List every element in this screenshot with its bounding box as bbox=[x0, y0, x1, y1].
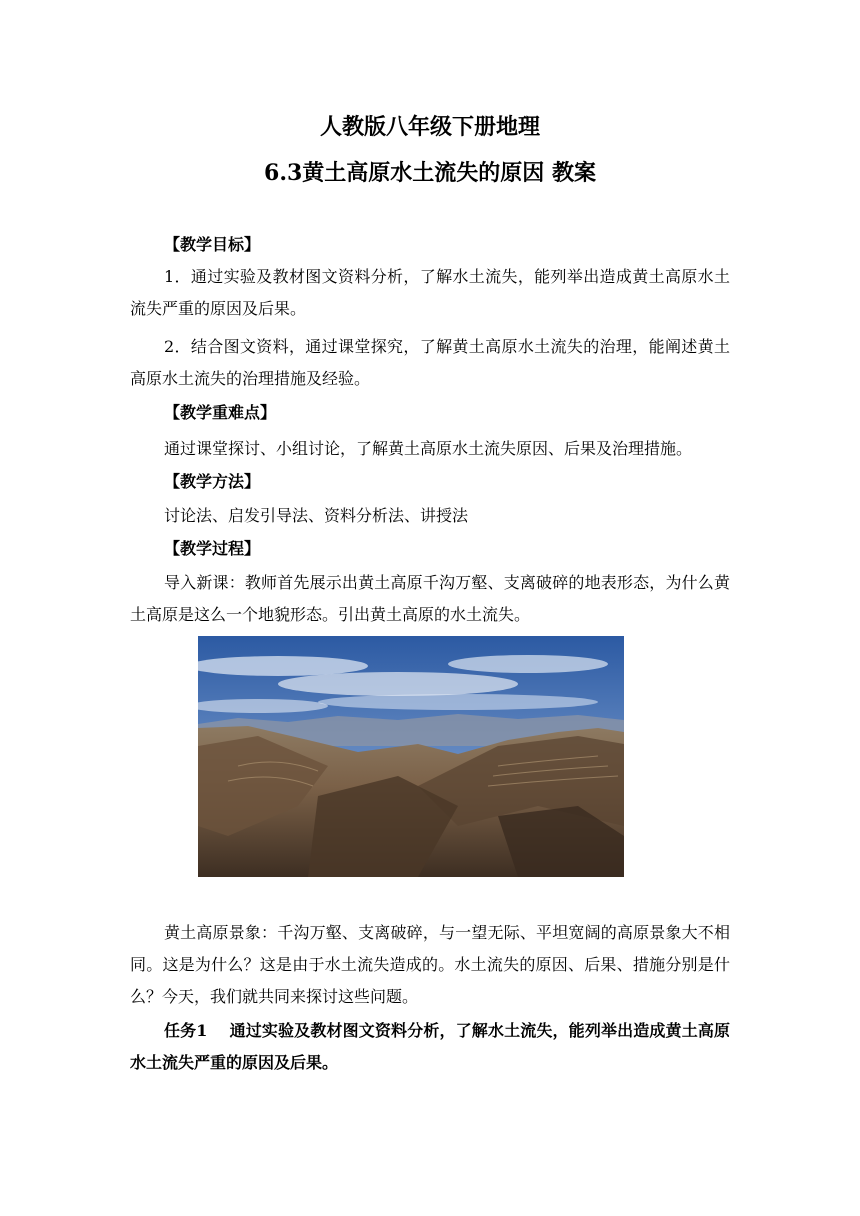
task-1 bbox=[130, 1015, 730, 1079]
methods-text: 讨论法、启发引导法、资料分析法、讲授法 bbox=[164, 506, 469, 525]
document-subtitle: 6.3黄土高原水土流失的原因 教案 bbox=[264, 160, 596, 186]
methods-heading: 【教学方法】 bbox=[164, 472, 261, 491]
key-points-heading: 【教学重难点】 bbox=[164, 403, 277, 422]
document-title: 人教版八年级下册地理 bbox=[319, 114, 540, 140]
loess-plateau-photo bbox=[198, 636, 624, 877]
task-text: 通过实验及教材图文资料分析，了解水土流失，能列举出造成黄土高原水土流失严重的原因及后果。 bbox=[130, 1021, 730, 1072]
process-heading: 【教学过程】 bbox=[164, 539, 261, 558]
landscape-text: 黄土高原景象：千沟万壑、支离破碎，与一望无际、平坦宽阔的高原景象大不相同。这是为什么？这是由于水土流失造成的。水土流失的原因、后果、措施分别是什么？今天，我们就共同来探讨这些问题。 bbox=[130, 923, 730, 1006]
intro-text: 导入新课：教师首先展示出黄土高原千沟万壑、支离破碎的地表形态，为什么黄土高原是这么一个地貌形态。引出黄土高原的水土流失。 bbox=[130, 573, 730, 624]
objective-2: 2．结合图文资料，通过课堂探究，了解黄土高原水土流失的治理，能阐述黄土高原水土流失的治理措施及经验。 bbox=[130, 337, 730, 388]
task-label: 任务1 bbox=[164, 1021, 208, 1040]
objectives-heading: 【教学目标】 bbox=[164, 235, 261, 254]
key-points-text: 通过课堂探讨、小组讨论，了解黄土高原水土流失原因、后果及治理措施。 bbox=[164, 439, 693, 458]
objective-1: 1．通过实验及教材图文资料分析，了解水土流失，能列举出造成黄土高原水土流失严重的原因及后果。 bbox=[130, 267, 730, 318]
